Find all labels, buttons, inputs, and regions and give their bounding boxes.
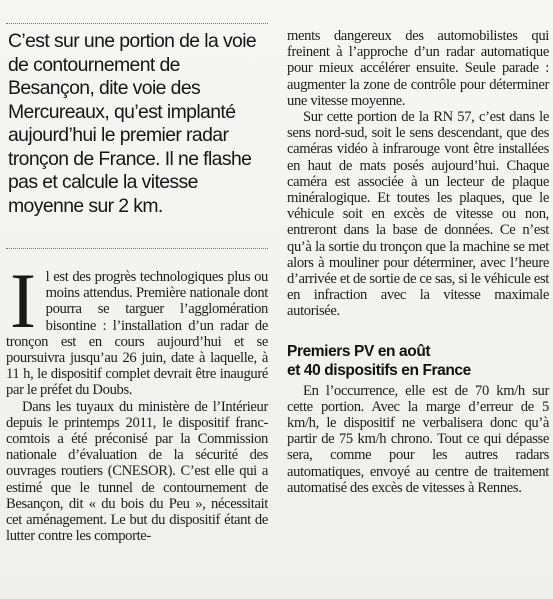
left-column bbox=[6, 257, 268, 545]
paragraph: En l’occurrence, elle est de 70 km/h sur cette portion. Avec la marge d’erreur de 5 km/h, le dispositif ne verbalisera donc qu’à partir de 75 km/h chrono. Tout ce qui dépasse sera, comme pour les autres radars automatiques, envoyé au centre de traitement automatisé des excès de vitesses à Rennes. bbox=[287, 382, 549, 496]
drop-cap: I bbox=[10, 257, 36, 344]
subheading-line: et 40 dispositifs en France bbox=[287, 361, 471, 379]
subheading-line: Premiers PV en août bbox=[287, 342, 431, 360]
paragraph bbox=[6, 257, 268, 399]
article-lede: C’est sur une portion de la voie de contournement de Besançon, dite voie des Mercureaux, qu’est implanté aujourd’hui le premier radar tronçon de France. Il ne flashe pas et calcule la vitesse moyenne sur 2 km. bbox=[8, 30, 257, 217]
dotted-rule-top bbox=[6, 23, 268, 24]
paragraph-text: l est des progrès technologiques plus ou moins attendus. Première nationale dont pourra se targuer l’agglomération bisontine : l’installation d’un radar de tronçon est en cours aujourd’hui et se poursuivra jusqu’au 26 juin, date à laquelle, à 11 h, le dispositif complet devrait être inauguré par le préfet du Doubs. bbox=[6, 269, 268, 399]
paragraph: Dans les tuyaux du ministère de l’Intérieur depuis le printemps 2011, le dispositif franc-comtois a été préconisé par la Commission nationale d’évaluation de la sécurité des ouvrages routiers (CNESOR). C’est elle qui a estimé que le tunnel de contournement de Besançon, dit « du bois du Peu », nécessitait cet aménagement. Le but du dispositif étant de lutter contre les comporte- bbox=[6, 398, 268, 545]
right-column bbox=[287, 28, 549, 496]
paragraph: ments dangereux des automobilistes qui freinent à l’approche d’un radar automatique pour mieux accélérer ensuite. Seule parade : augmenter la zone de contrôle pour déterminer une vitesse moyenne. bbox=[287, 28, 549, 109]
dotted-rule-divider bbox=[6, 248, 268, 249]
section-subheading bbox=[287, 342, 549, 380]
paragraph: Sur cette portion de la RN 57, c’est dans le sens nord-sud, soit le sens descendant, que des caméras vidéo à infrarouge vont être installées en haut de mats posés aujourd’hui. Chaque caméra est associée à un lecteur de plaque minéralogique. Et toutes les plaques, que le véhicule soit en excès de vitesse ou non, entreront dans la base de données. Ce n’est qu’à la sortie du tronçon que la machine se met alors à mouliner pour déterminer, avec l’heure d’arrivée et de sortie de ce sas, si le véhicule est en infraction avec la vitesse maximale autorisée. bbox=[287, 109, 549, 320]
